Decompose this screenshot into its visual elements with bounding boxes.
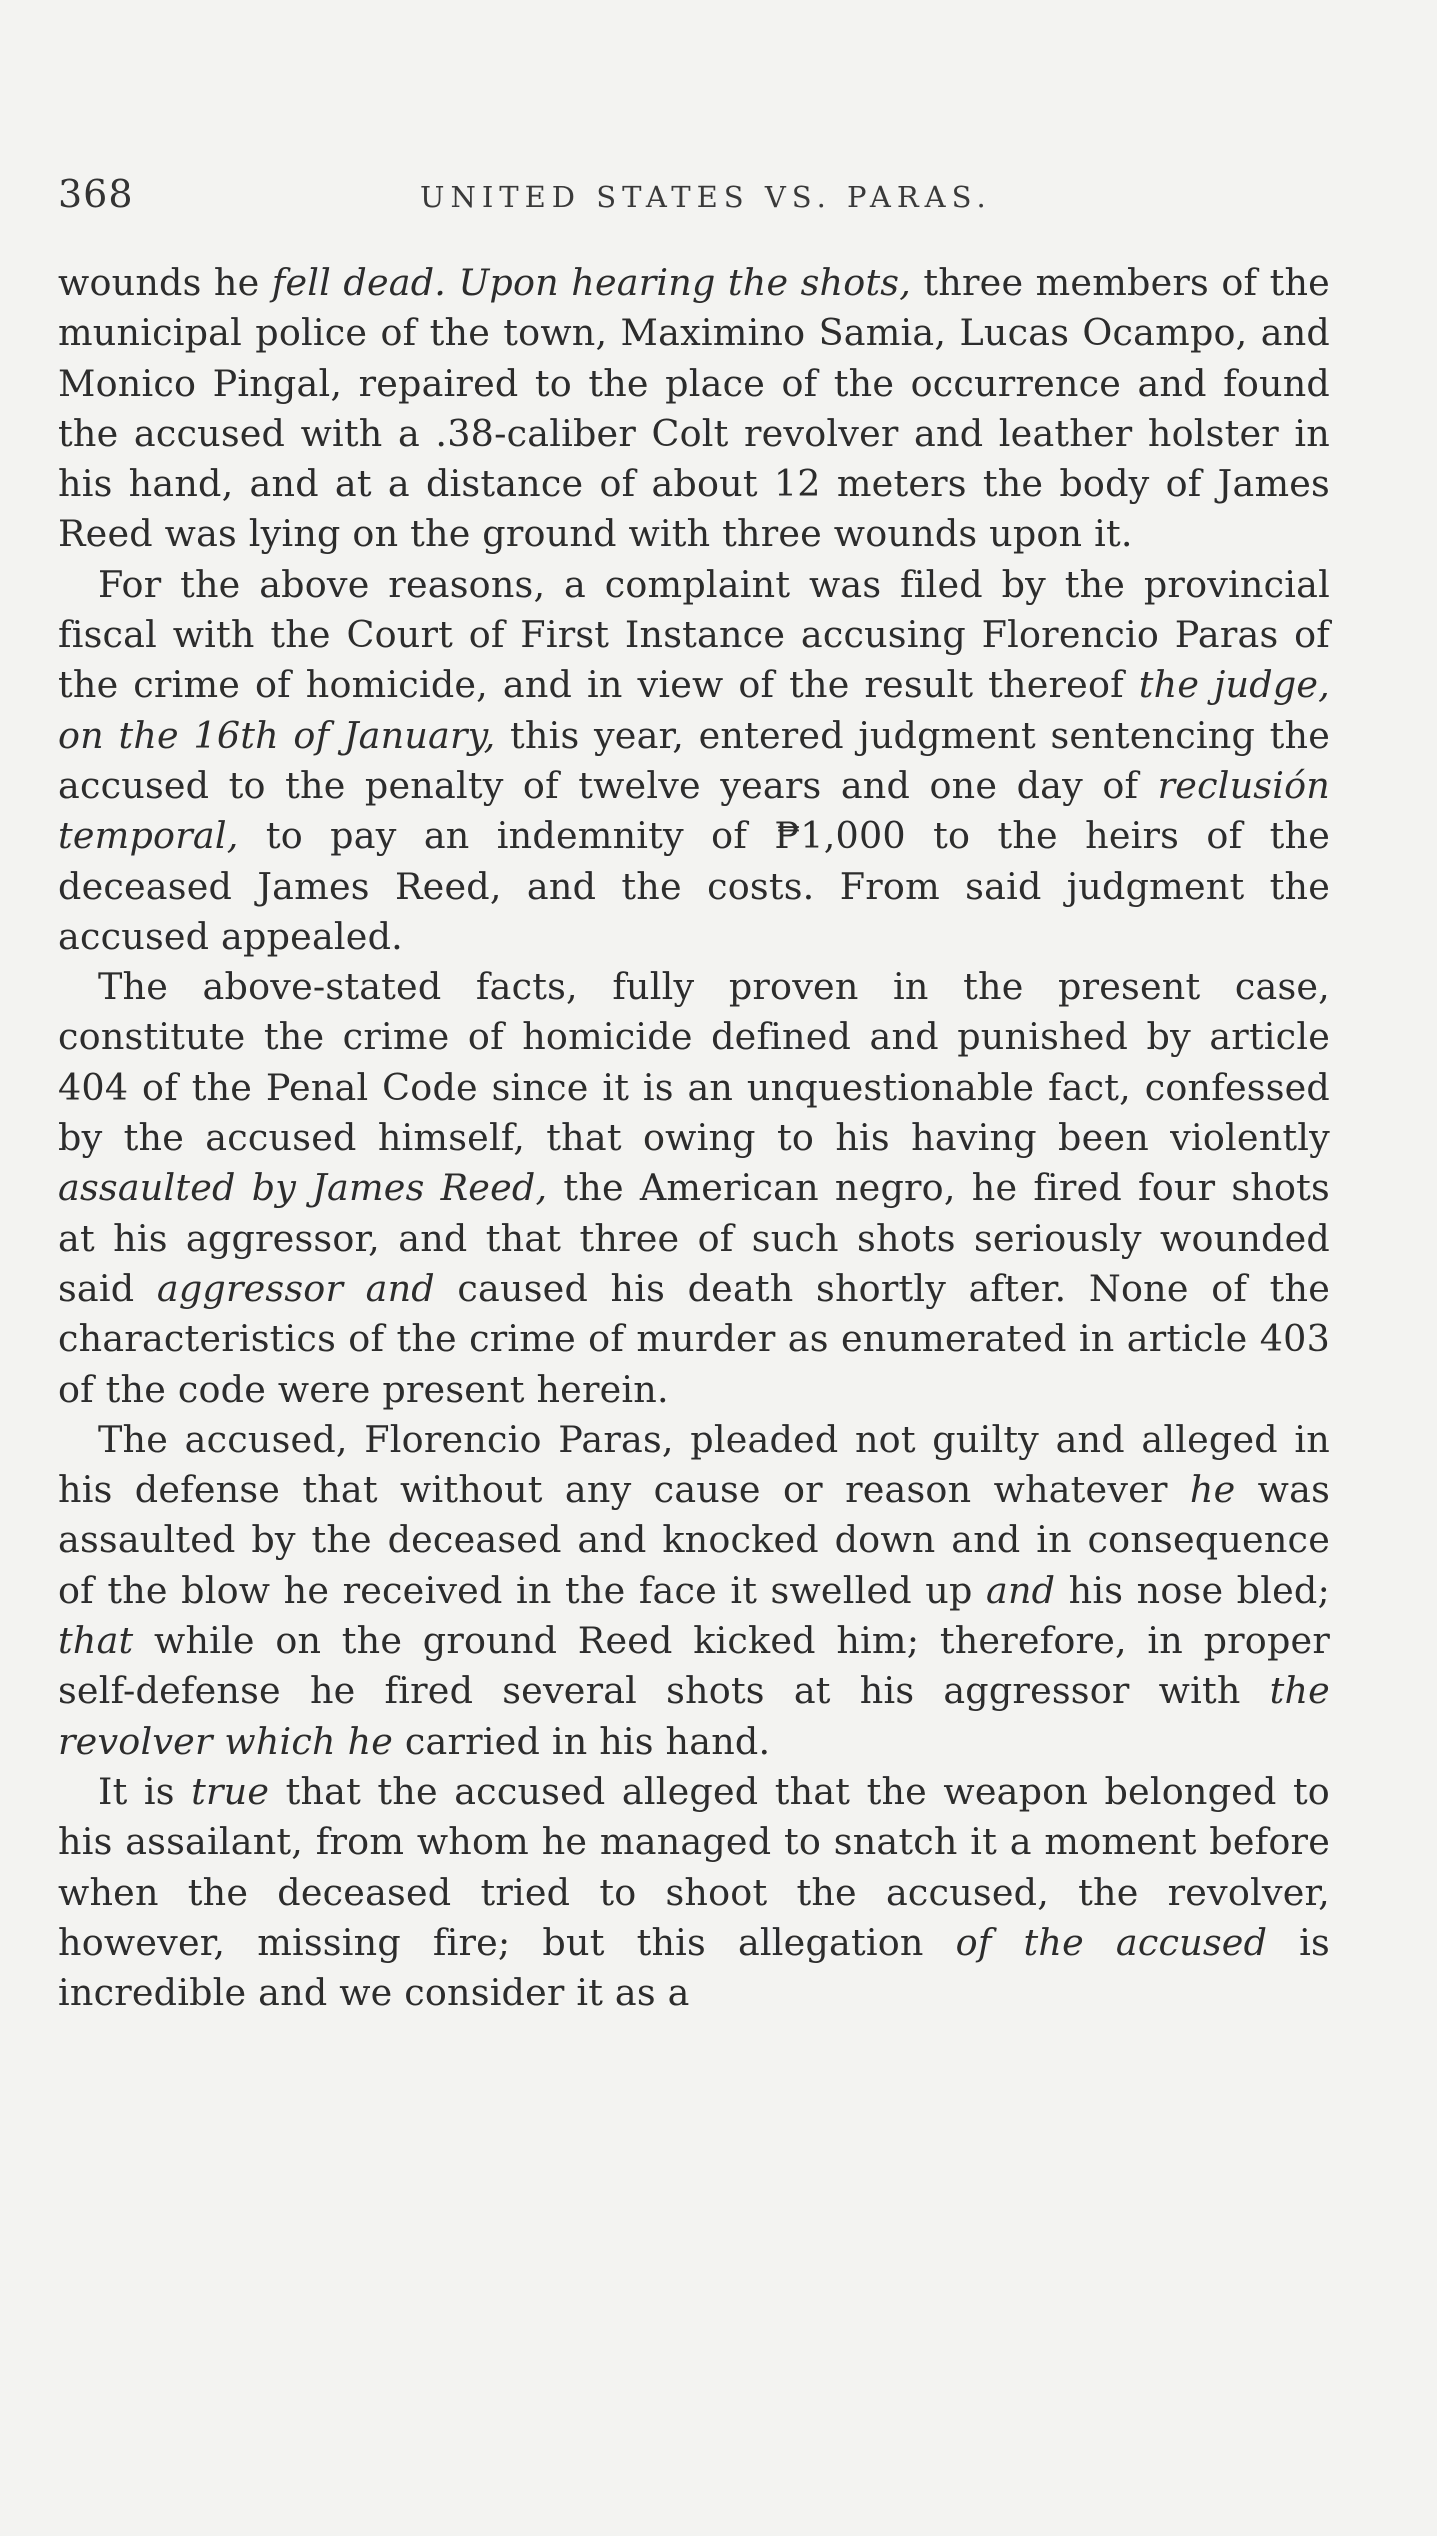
paragraph [58, 1767, 1330, 2018]
text-segment: is incredible and we consider it as a [58, 1920, 1330, 2015]
italic-text-segment: that [58, 1619, 134, 1663]
text-segment: this year, entered judgment sentencing the accused to the penalty of twelve years and one day of [58, 713, 1330, 807]
italic-text-segment: of the accused [955, 1920, 1268, 1964]
body-text [58, 258, 1330, 2018]
text-segment: was assaulted by the deceased and knocked down and in consequence of the blow he received in the face it swelled up [58, 1468, 1331, 1612]
page-header [0, 172, 1437, 222]
text-segment: It is [98, 1769, 192, 1813]
text-segment: his nose bled; [1055, 1568, 1330, 1612]
paragraph [58, 560, 1330, 962]
italic-text-segment: the judge, on the 16th of January, [58, 663, 1330, 757]
text-segment: wounds he [58, 261, 272, 304]
italic-text-segment: he [1189, 1468, 1236, 1512]
page-number: 368 [58, 172, 134, 216]
text-segment: The accused, Florencio Paras, pleaded not guilty and alleged in his defense that without any cause or reason whatever [58, 1417, 1330, 1512]
text-segment: For the above reasons, a complaint was filed by the provincial fiscal with the Court of First Instance accusing Florencio Paras of the crime of homicide, and in view of the result thereof [58, 562, 1330, 707]
paragraph [58, 258, 1330, 560]
text-segment: carried in his hand. [393, 1719, 771, 1763]
italic-text-segment: the revolver which he [58, 1669, 1330, 1763]
italic-text-segment: true [191, 1769, 270, 1813]
italic-text-segment: reclusión temporal, [58, 763, 1330, 858]
text-segment: while on the ground Reed kicked him; therefore, in proper self-defense he fired several shots at his aggressor with [58, 1619, 1330, 1713]
italic-text-segment: and [986, 1568, 1056, 1612]
italic-text-segment: fell dead. Upon hearing the shots, [271, 261, 912, 304]
running-head: UNITED STATES VS. PARAS. [420, 180, 992, 214]
paragraph [58, 1415, 1330, 1767]
text-segment: The above-stated facts, fully proven in the present case, constitute the crime of homicide defined and punished by article 404 of the Penal Code since it is an unquestionable fact, confessed by the accused himself, that owing to his having been violently [58, 965, 1330, 1160]
italic-text-segment: assaulted by James Reed, [58, 1166, 548, 1210]
text-segment: the American negro, he fired four shots at his aggressor, and that three of such shots seriously wounded said [58, 1166, 1330, 1310]
paragraph [58, 962, 1330, 1415]
italic-text-segment: aggressor and [156, 1266, 435, 1310]
text-segment: caused his death shortly after. None of the characteristics of the crime of murder as enumerated in article 403 of the code were present herein. [58, 1266, 1331, 1411]
text-segment: that the accused alleged that the weapon belonged to his assailant, from whom he managed to snatch it a moment before when the deceased tried to shoot the accused, the revolver, however, missing fire; but this allegation [58, 1769, 1330, 1964]
text-segment: to pay an indemnity of ₱1,000 to the heirs of the deceased James Reed, and the costs. From said judgment the accused appealed. [58, 814, 1330, 958]
text-segment: three members of the municipal police of the town, Maximino Samia, Lucas Ocampo, and Monico Pingal, repaired to the place of the occurrence and found the accused with a .38-caliber Colt revolver and leather holster in his hand, and at a distance of about 12 meters the body of James Reed was lying on the ground with three wounds upon it. [58, 261, 1330, 556]
